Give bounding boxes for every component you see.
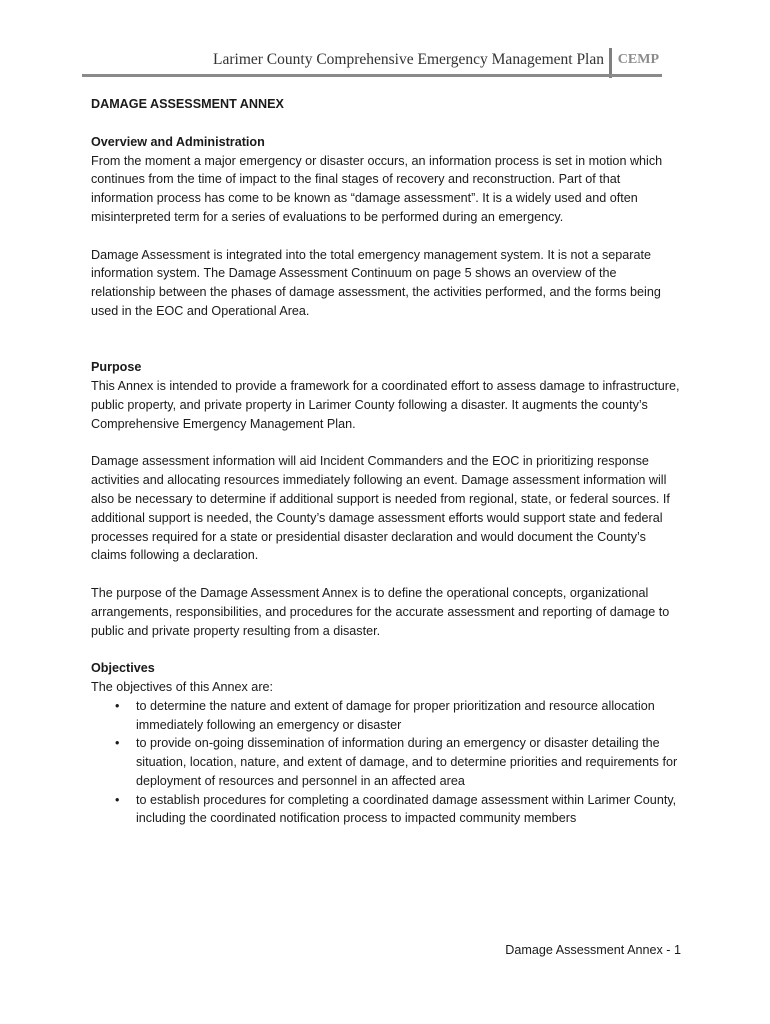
purpose-heading: Purpose [91,360,142,375]
bullet-icon: • [115,792,120,807]
purpose-paragraph: This Annex is intended to provide a framework for a coordinated effort to assess damage to infrastructure, public property, and private property in Larimer County following a disaster. It augments the county’s Comprehensive Emergency Management Plan. [91,379,680,431]
page-footer: Damage Assessment Annex - 1 [505,943,681,957]
list-item-text: to determine the nature and extent of damage for proper prioritization and resource allocation immediately following an emergency or disaster [136,698,655,732]
list-item [91,734,681,790]
purpose-paragraph: Damage assessment information will aid Incident Commanders and the EOC in prioritizing response activities and allocating resources immediately following an event. Damage assessment information will also be necessary to determine if additional support is needed from regional, state, or federal sources. If additional support is needed, the County’s damage assessment efforts would support state and federal processes required for a state or presidential disaster declaration and would document the County’s claims following a declaration. [91,454,670,563]
list-item-text: to provide on-going dissemination of information during an emergency or disaster detailing the situation, location, nature, and extent of damage, and to determine priorities and requirements for deployment of resources and personnel in an affected area [136,736,678,788]
bullet-icon: • [115,736,120,751]
objectives-intro: The objectives of this Annex are: [91,679,274,694]
header-title: Larimer County Comprehensive Emergency Management Plan [213,51,604,68]
list-item [91,791,681,829]
header-tag: CEMP [617,52,659,67]
list-item [91,697,681,735]
overview-heading: Overview and Administration [91,134,265,149]
document-body [91,95,681,828]
objectives-list [91,697,681,829]
page-header [82,48,662,74]
section-spacer [91,340,681,359]
overview-paragraph: Damage Assessment is integrated into the total emergency management system. It is not a separate information system. The Damage Assessment Continuum on page 5 shows an overview of the relationship between the phases of damage assessment, the activities performed, and the forms being used in the EOC and Operational Area. [91,247,661,318]
list-item-text: to establish procedures for completing a coordinated damage assessment within Larimer County, including the coordinated notification process to impacted community members [136,792,677,826]
document-title: DAMAGE ASSESSMENT ANNEX [91,97,284,111]
objectives-heading: Objectives [91,661,155,676]
purpose-paragraph: The purpose of the Damage Assessment Annex is to define the operational concepts, organizational arrangements, responsibilities, and procedures for the accurate assessment and reporting of damage to public and private property resulting from a disaster. [91,585,670,638]
overview-paragraph: From the moment a major emergency or disaster occurs, an information process is set in motion which continues from the time of impact to the final stages of recovery and reconstruction. Part of that information process has come to be known as “damage assessment”. It is a widely used and often misinterpreted term for a series of evaluations to be performed during an emergency. [91,153,663,224]
bullet-icon: • [115,698,120,713]
header-rule [82,74,662,77]
